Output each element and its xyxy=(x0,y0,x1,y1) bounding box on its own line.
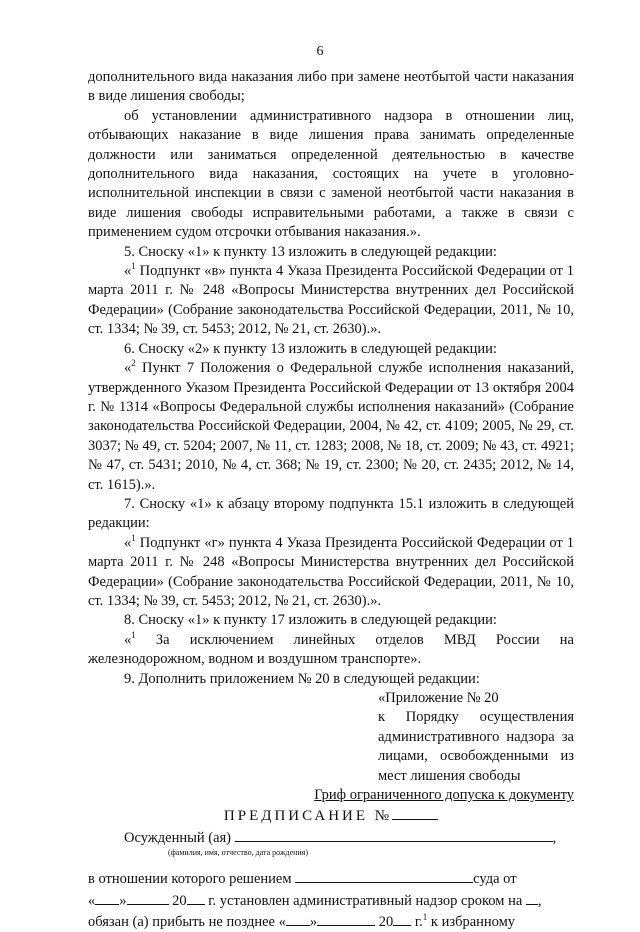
appendix-subtitle: к Порядку осуществления административного надзора за лицами, освобожденными из мест лишения свободы xyxy=(378,709,574,784)
decision-text: 20 xyxy=(378,914,394,931)
paragraph: об установлении административного надзора в отношении лиц, отбывающих наказание в виде лишения права занимать определенные должности или заниматься определенной деятельностью в качестве дополнительного вида наказания, состоящих на учете в уголовно-исполнительной инспекции в связи с заменой неотбытой части наказания в виде лишения свободы исправительными работами, а также в связи с применением судом отсрочки отбывания наказания.». xyxy=(88,107,574,241)
paragraph: 5. Сноску «1» к пункту 13 изложить в следующей редакции: xyxy=(124,243,497,260)
decision-text: 20 xyxy=(172,892,187,909)
court-blank xyxy=(295,868,473,883)
decision-text: , xyxy=(537,892,542,909)
decision-text: » xyxy=(119,892,127,909)
decision-line-3 xyxy=(88,911,574,932)
convict-row: Осужденный (ая) , xyxy=(88,827,574,848)
form-title xyxy=(88,805,574,826)
decision-text: суда от xyxy=(473,871,517,888)
paragraph: 7. Сноску «1» к абзацу второму подпункта 15.1 изложить в следующей редакции: xyxy=(88,495,574,532)
year-blank xyxy=(393,911,411,926)
footnote-mark: 2 xyxy=(131,358,136,369)
month-blank xyxy=(317,911,375,926)
footnote-mark: 1 xyxy=(131,261,136,272)
month-blank xyxy=(127,890,169,905)
decision-line-1 xyxy=(88,868,574,889)
document-body xyxy=(88,68,574,932)
appendix-header xyxy=(378,689,574,786)
paragraph: 8. Сноску «1» к пункту 17 изложить в следующей редакции: xyxy=(124,612,497,629)
footnote-mark: 1 xyxy=(131,532,136,543)
page-number: 6 xyxy=(316,44,324,59)
paragraph-text: Пункт 7 Положения о Федеральной службе исполнения наказаний, утвержденного Указом Президента Российской Федерации от 13 октября 2004 г. № 1314 «Вопросы Федеральной службы исполнения наказаний» (Собрание законодательства Российской Федерации, 2004, № 42, ст. 4109; 2005, № 29, ст. 3037; № 49, ст. 5204; 2007, № 11, ст. 1283; 2008, № 18, ст. 2009; № 43, ст. 4921; № 47, ст. 5431; 2010, № 4, ст. 368; № 19, ст. 2300; № 20, ст. 2435; 2012, № 14, ст. 1615).». xyxy=(88,360,575,493)
decision-text: г. установлен административный надзор сроком на xyxy=(208,892,523,909)
quote-mark: « xyxy=(124,360,132,377)
decision-text: г. xyxy=(414,914,423,931)
appendix-title: «Приложение № 20 xyxy=(378,690,499,706)
paragraph xyxy=(88,262,574,340)
footnote-mark: 1 xyxy=(422,912,428,923)
paragraph: дополнительного вида наказания либо при замене неотбытой части наказания в виде лишения свободы; xyxy=(88,69,574,105)
decision-text: к избранному xyxy=(430,914,516,931)
paragraph-text: За исключением линейных отделов МВД России на железнодорожном, водном и воздушном транспорте». xyxy=(88,631,574,668)
day-blank xyxy=(286,911,310,926)
decision-text: обязан (а) прибыть не позднее « xyxy=(88,914,286,931)
paragraph: 9. Дополнить приложением № 20 в следующей редакции: xyxy=(124,670,480,687)
year-blank xyxy=(187,890,205,905)
convict-hint: (фамилия, имя, отчество, дата рождения) xyxy=(167,848,309,858)
title-text: ПРЕДПИСАНИЕ № xyxy=(223,808,393,825)
quote-mark: « xyxy=(124,534,132,551)
paragraph xyxy=(88,631,574,670)
decision-line-2 xyxy=(88,890,574,911)
number-blank xyxy=(392,805,438,820)
decision-text: в отношении которого решением xyxy=(88,871,292,888)
footnote-mark: 1 xyxy=(131,629,136,640)
access-restriction-label: Гриф ограниченного допуска к документу xyxy=(314,787,574,804)
decision-text: » xyxy=(309,914,318,931)
convict-name-blank xyxy=(235,827,553,842)
quote-mark: « xyxy=(124,263,132,280)
paragraph xyxy=(88,534,574,612)
decision-text: « xyxy=(88,892,96,909)
paragraph xyxy=(88,359,574,495)
term-blank xyxy=(526,890,538,905)
convict-label: Осужденный (ая) xyxy=(124,829,232,846)
paragraph: 6. Сноску «2» к пункту 13 изложить в следующей редакции: xyxy=(124,340,497,357)
day-blank xyxy=(95,890,119,905)
quote-mark: « xyxy=(124,631,132,648)
paragraph-text: Подпункт «в» пункта 4 Указа Президента Российской Федерации от 1 марта 2011 г. № 248 «Вопросы Министерства внутренних дел Российской Федерации» (Собрание законодательства Российской Федерации, 2011, № 10, ст. 1334; № 39, ст. 5453; 2012, № 21, ст. 2630).». xyxy=(88,263,575,338)
paragraph-text: Подпункт «г» пункта 4 Указа Президента Российской Федерации от 1 марта 2011 г. № 248 «Вопросы Министерства внутренних дел Российской Федерации» (Собрание законодательства Российской Федерации, 2011, № 10, ст. 1334; № 39, ст. 5453; 2012, № 21, ст. 2630).». xyxy=(88,534,574,609)
